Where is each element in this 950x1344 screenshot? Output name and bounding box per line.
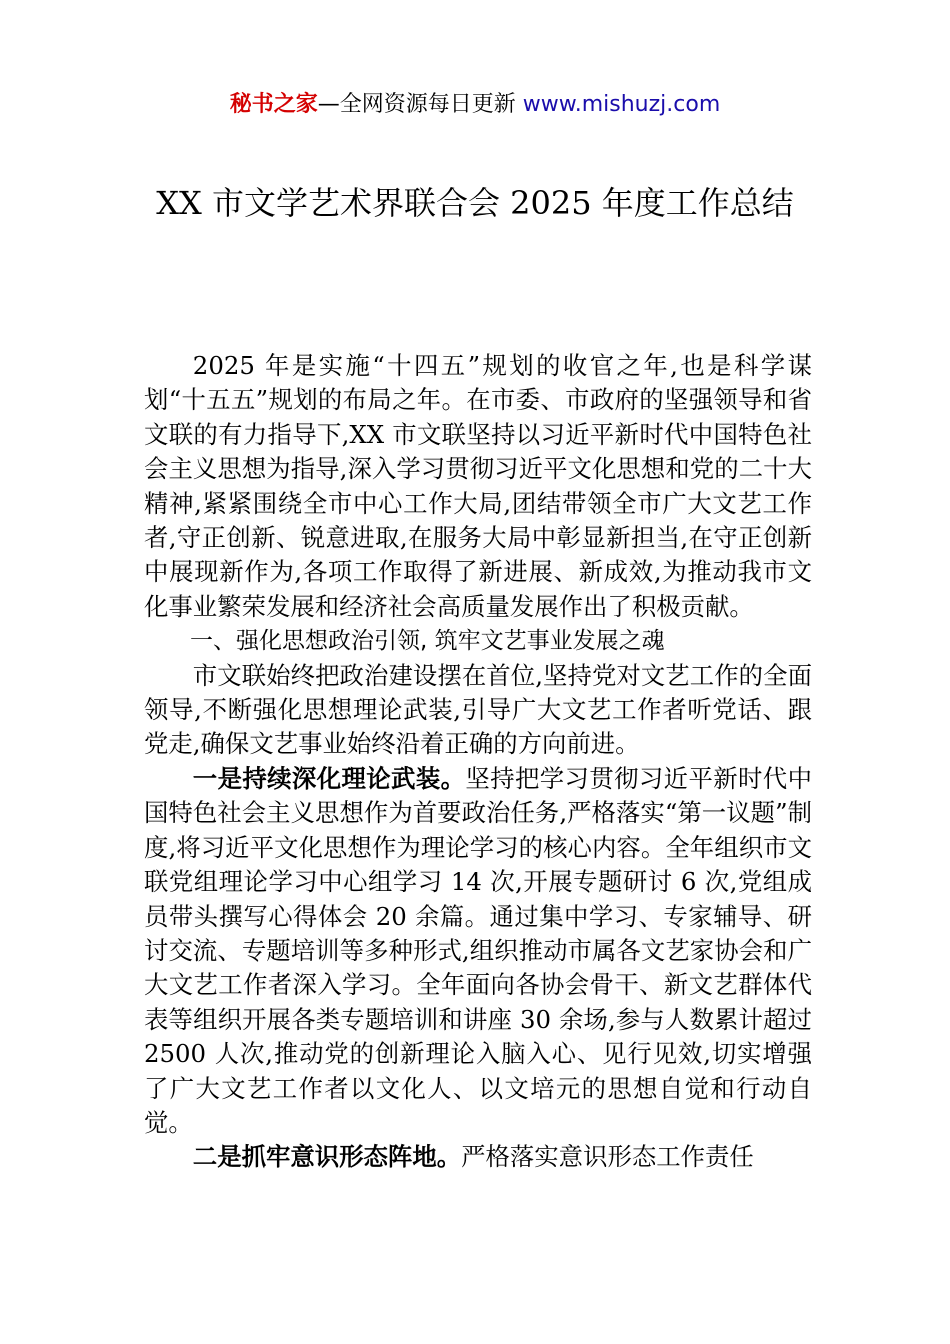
item-lead-2: 二是抓牢意识形态阵地。 [192, 1142, 462, 1172]
site-brand: 秘书之家 [229, 92, 318, 117]
item-body-2: 严格落实意识形态工作责任 [461, 1142, 754, 1172]
intro-paragraph: 2025 年是实施“十四五”规划的收官之年,也是科学谋划“十五五”规划的布局之年。在市委、市政府的坚强领导和省文联的有力指导下,XX 市文联坚持以习近平新时代中国特色社会主义思想为指导,深入学习贯彻习近平文化思想和党的二十大精神,紧紧围绕全市中心工作大局,团结带领全市广大文艺工作者,守正创新、锐意进取,在服务大局中彰显新担当,在守正创新中展现新作为,各项工作取得了新进展、新成效,为推动我市文化事业繁荣发展和经济社会高质量发展作出了积极贡献。 [144, 351, 812, 621]
document-body [144, 349, 812, 1175]
section-summary-paragraph: 市文联始终把政治建设摆在首位,坚持党对文艺工作的全面领导,不断强化思想理论武装,引导广大文艺工作者听党话、跟党走,确保文艺事业始终沿着正确的方向前进。 [144, 660, 812, 759]
site-tagline: —全网资源每日更新 [317, 92, 516, 117]
item-paragraph-2 [144, 1140, 812, 1174]
item-lead-1: 一是持续深化理论武装。 [192, 763, 466, 793]
site-url-link[interactable]: www.mishuzj.com [522, 92, 721, 117]
item-body-1: 坚持把学习贯彻习近平新时代中国特色社会主义思想作为首要政治任务,严格落实“第一议题”制度,将习近平文化思想作为理论学习的核心内容。全年组织市文联党组理论学习中心组学习 14 次,开展专题研讨 6 次,党组成员带头撰写心得体会 20 余篇。通过集中学习、专家辅导、研讨交流、专题培训等多种形式,组织推动市属各文艺家协会和广大文艺工作者深入学习。全年面向各协会骨干、新文艺群体代表等组织开展各类专题培训和讲座 30 余场,参与人数累计超过 2500 人次,推动党的创新理论入脑入心、见行见效,切实增强了广大文艺工作者以文化人、以文培元的思想自觉和行动自觉。 [144, 763, 812, 1137]
site-header [0, 88, 950, 122]
document-title: XX 市文学艺术界联合会 2025 年度工作总结 [156, 184, 794, 222]
section-heading: 一、强化思想政治引领, 筑牢文艺事业发展之魂 [190, 628, 665, 655]
item-paragraph-1 [144, 762, 812, 1140]
